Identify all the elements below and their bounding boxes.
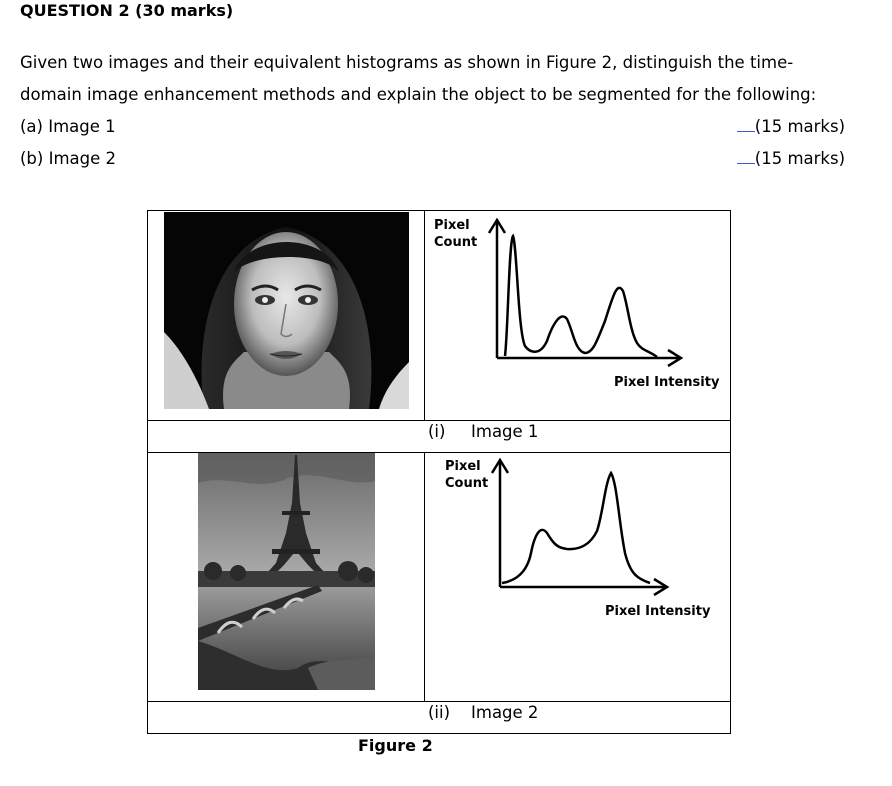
part-b-label: (b) Image 2 <box>20 149 117 168</box>
histogram-2-ylabel-2: Count <box>445 476 489 491</box>
caption-1-numeral: (i) <box>428 422 446 441</box>
table-rule <box>147 420 731 421</box>
image-2-eiffel-tower <box>198 453 375 690</box>
table-rule <box>147 701 731 702</box>
part-b-marks-text: (15 marks) <box>754 149 845 168</box>
histogram-1-ylabel-1: Pixel <box>434 218 470 233</box>
histogram-2-xlabel: Pixel Intensity <box>605 604 711 619</box>
caption-2-text: Image 2 <box>471 703 539 722</box>
caption-2-numeral: (ii) <box>428 703 451 722</box>
histogram-1-xlabel: Pixel Intensity <box>614 375 720 390</box>
part-b-marks <box>737 149 845 168</box>
part-a-marks <box>737 117 845 136</box>
part-a-label: (a) Image 1 <box>20 117 116 136</box>
question-text-line-2: domain image enhancement methods and explain the object to be segmented for the following: <box>20 85 817 104</box>
caption-1-text: Image 1 <box>471 422 539 441</box>
figure-title: Figure 2 <box>358 736 433 755</box>
histogram-1 <box>425 211 730 419</box>
histogram-2 <box>425 453 730 700</box>
question-text-line-1: Given two images and their equivalent histograms as shown in Figure 2, distinguish the time- <box>20 53 794 72</box>
image-1-portrait <box>164 212 409 409</box>
question-title: QUESTION 2 (30 marks) <box>20 1 234 20</box>
part-a-marks-text: (15 marks) <box>754 117 845 136</box>
histogram-1-curve <box>505 236 657 357</box>
histogram-1-ylabel-2: Count <box>434 235 478 250</box>
histogram-2-curve <box>502 473 650 583</box>
figure-table <box>147 210 731 734</box>
histogram-2-ylabel-1: Pixel <box>445 459 481 474</box>
